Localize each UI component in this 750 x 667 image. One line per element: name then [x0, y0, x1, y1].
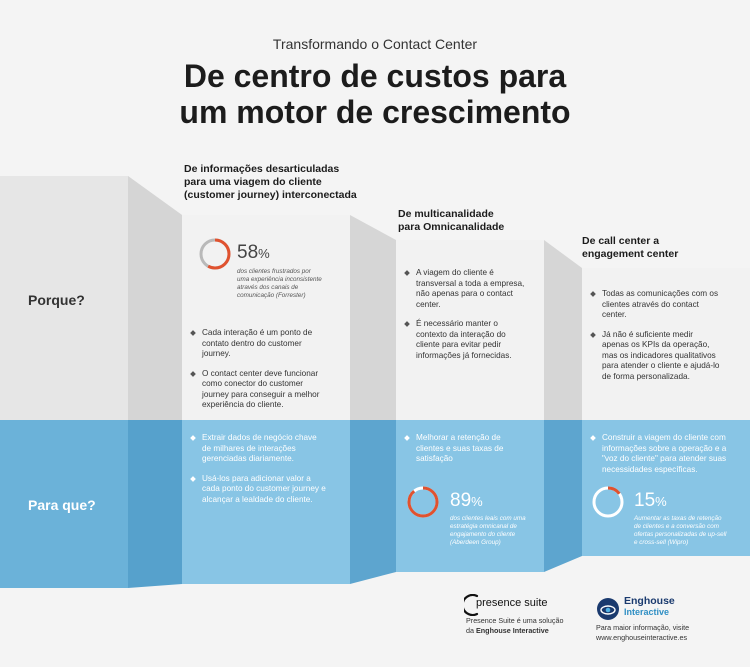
column-2-what-for-list: [416, 433, 526, 474]
header-kicker: Transformando o Contact Center: [272, 36, 478, 52]
list-item: Melhorar a retenção de clientes e suas taxas de satisfação: [416, 433, 526, 465]
ring-progress-arc: [409, 488, 437, 516]
stat-caption-aberdeen: dos clientes leais com uma estratégia omnicanal de engajamento do cliente (Aberdeen Group): [450, 515, 526, 546]
list-item: Cada interação é um ponto de contato dentro do customer journey.: [202, 328, 327, 360]
stat-value-89: 89%: [450, 490, 483, 511]
column-1-what-for-list: [202, 433, 327, 514]
enghouse-logo-icon: [596, 597, 620, 621]
ribbon-fold-2-bottom: [350, 420, 396, 584]
presence-suite-line-2: da Enghouse Interactive: [466, 625, 549, 635]
column-3-why-list: [602, 289, 720, 391]
stat-caption-forrester: dos clientes frustrados por uma experiência inconsistente através dos canais de comunicação (Forrester): [237, 268, 322, 299]
column-3-title: De call center a engagement center: [582, 235, 679, 260]
ribbon-fold-2-top: [350, 215, 396, 420]
ribbon-left-fold-shade-top: [128, 176, 182, 420]
stat-ring-58: [198, 237, 232, 271]
list-item: Já não é suficiente medir apenas os KPIs da operação, mas os indicadores qualitativos para atender o cliente e ajudá-lo de forma personalizada.: [602, 329, 720, 381]
column-1-why-list: [202, 328, 327, 420]
ribbon-fold-3-bottom: [544, 420, 582, 572]
enghouse-wordmark: Enghouse Interactive: [624, 595, 675, 617]
column-1-title: De informações desarticuladas para uma viagem do cliente (customer journey) interconectada: [184, 163, 357, 201]
stat-value-15: 15%: [634, 490, 667, 511]
enghouse-website-link[interactable]: www.enghouseinteractive.es: [596, 632, 688, 642]
list-item: A viagem do cliente é transversal a toda a empresa, não apenas para o contact center.: [416, 268, 525, 309]
presence-suite-brand: presence suite: [476, 597, 548, 609]
list-item: Extrair dados de negócio chave de milhares de interações gerenciadas diariamente.: [202, 433, 327, 465]
ribbon-fold-3-top: [544, 240, 582, 420]
row-label-why: Porque?: [28, 292, 85, 308]
column-3-what-for-list: [602, 433, 730, 484]
enghouse-line-1: Para maior informação, visite: [596, 623, 690, 632]
column-2-title: De multicanalidade para Omnicanalidade: [398, 208, 505, 233]
stat-ring-89: [406, 485, 440, 519]
stat-ring-15: [591, 485, 625, 519]
stat-value-58: 58%: [237, 242, 270, 263]
column-2-why-list: [416, 268, 526, 370]
headline-line-1: De centro de custos para: [183, 58, 567, 94]
list-item: Construir a viagem do cliente com informações sobre a operação e a "voz do cliente" para atender suas necessidades específicas.: [602, 433, 730, 475]
list-item: Usá-los para adicionar valor a cada ponto do customer journey e alcançar a lealdade do cliente.: [202, 473, 326, 504]
list-item: O contact center deve funcionar como conector do customer journey para conseguir a melhor experiência do cliente.: [202, 369, 327, 411]
list-item: Todas as comunicações com os clientes através do contact center.: [602, 289, 719, 319]
headline-line-2: um motor de crescimento: [179, 94, 571, 130]
presence-suite-logo-icon: [464, 594, 480, 616]
enghouse-block: [596, 596, 746, 642]
ribbon-left-fold-shade-bottom: [128, 420, 182, 588]
row-label-what-for: Para que?: [28, 497, 96, 513]
presence-suite-line-1: Presence Suite é uma solução: [466, 616, 564, 625]
presence-suite-block: [466, 597, 586, 635]
list-item: É necessário manter o contexto da interação do cliente para evitar pedir informações já fornecidas.: [416, 319, 526, 361]
stat-caption-wipro: Aumentar as taxas de retenção de clientes e a conversão com ofertas personalizadas de up-sell e cross-sell (Wipro): [634, 515, 727, 546]
headline: [0, 58, 750, 130]
